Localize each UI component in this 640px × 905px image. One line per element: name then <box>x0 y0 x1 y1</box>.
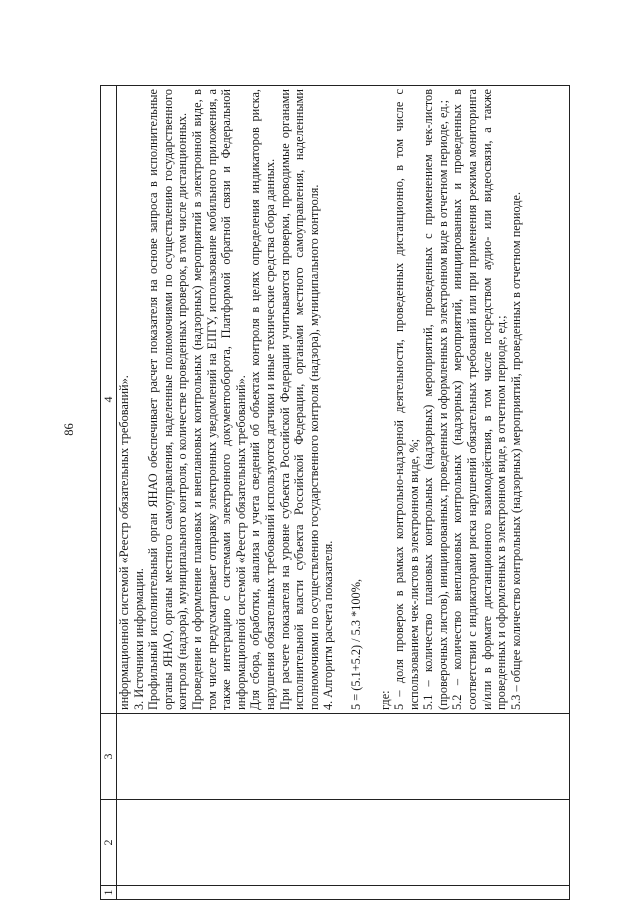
indicator-table <box>100 85 570 900</box>
definition: 5.3 – общее количество контрольных (надзорных) мероприятий, проведенных в отчетном периоде. <box>508 191 523 710</box>
cell-col-3 <box>117 714 570 800</box>
cell-col-4 <box>117 86 570 714</box>
table-row <box>117 86 570 900</box>
header-col-2: 2 <box>101 800 117 886</box>
paragraph: Профильный исполнительный орган ЯНАО обеспечивает расчет показателя на основе запроса в исполнительные органы ЯНАО, органы местного самоуправления, наделенные полномочиями по осуществлению государственного контроля (надзора), муниципального контроля, о количестве проведенных проверок, в том числе дистанционных. <box>146 89 190 710</box>
rotated-table-container <box>100 85 570 900</box>
definition: 5.1 – количество плановых контрольных (надзорных) мероприятий, проведенных с применением чек-листов (проверочных листов), инициированных, проведенных и оформленных в электронном виде в отчетном периоде, ед.; <box>421 89 450 710</box>
section-heading: 3. Источники информации. <box>131 568 146 710</box>
text-line: информационной системой «Реестр обязательных требований». <box>117 375 131 710</box>
definition: 5 – доля проверок в рамках контрольно-надзорной деятельности, проведенных дистанционно, в том числе с использованием чек-листов в электронном виде, %; <box>392 89 421 710</box>
header-col-1: 1 <box>101 886 117 900</box>
definition: 5.2 – количество внеплановых контрольных (надзорных) мероприятий, инициированных и проведенных в соответствии с индикаторами риска нарушений обязательных требований или при применения режима мониторинга и/или в формате дистанционного взаимодействия, в том числе посредством аудио- или видеосвязи, а также проведенных и оформленных в электронном виде, в отчетном периоде, ед.; <box>450 89 509 710</box>
formula: 5 = (5.1+5.2) / 5.3 *100%, <box>348 578 363 710</box>
header-col-3: 3 <box>101 714 117 800</box>
paragraph: Проведение и оформление плановых и внеплановых контрольных (надзорных) мероприятий в электронной виде, в том числе предусматривает отправку электронных уведомлений на ЕПГУ, использование мобильного приложения, а также интеграцию с системами электронного документооборота, Платформой обратной связи и Федеральной информационной системой «Реестр обязательных требований». <box>189 89 248 710</box>
table-header-row <box>101 86 117 900</box>
cell-col-2 <box>117 800 570 886</box>
paragraph: Для сбора, обработки, анализа и учета сведений об объектах контроля в целях определения индикаторов риска, нарушения обязательных требований используются датчики и иные технические средства сбора данных. <box>248 89 277 710</box>
header-col-4: 4 <box>101 86 117 714</box>
where-label: где: <box>377 690 392 710</box>
paragraph: При расчете показателя на уровне субъекта Российской Федерации учитываются проверки, проводимые органами исполнительной власти субъекта Российской Федерации, органами местного самоуправления, наделенными полномочиями по осуществлению государственного контроля (надзора), муниципального контроля. <box>277 89 321 710</box>
section-heading: 4. Алгоритм расчета показателя. <box>321 540 336 710</box>
page-number: 86 <box>61 423 76 436</box>
cell-col-1 <box>117 886 570 900</box>
